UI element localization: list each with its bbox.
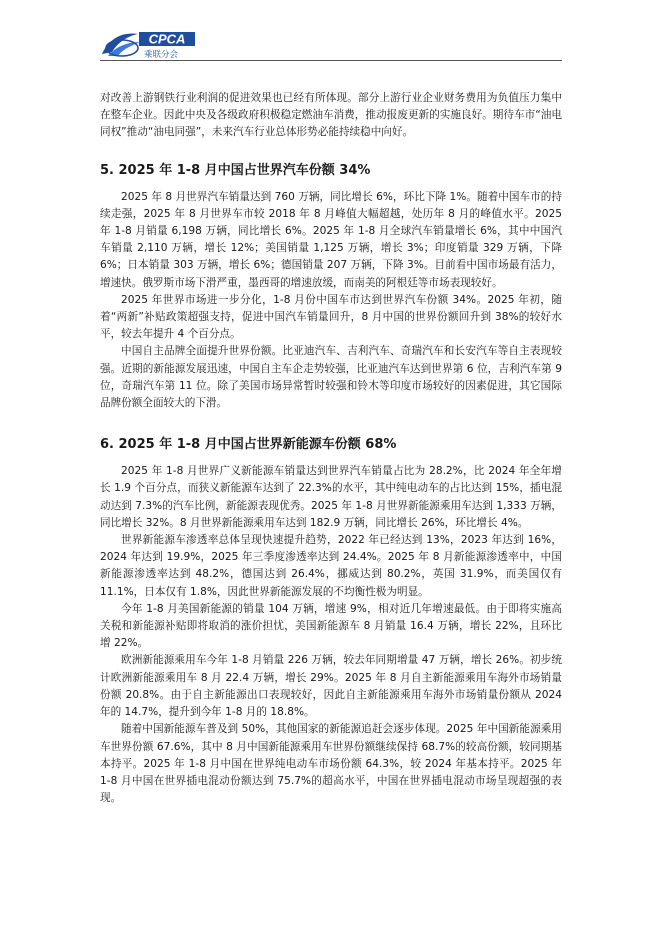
page-header [100,26,562,60]
header-divider [100,60,562,61]
section-6-paragraph-5: 随着中国新能源车普及到 50%，其他国家的新能源追赶会逐步体现。2025 年中国新能源乘用车世界份额 67.6%，其中 8 月中国新能源乘用车世界份额继续保持 68.7%的较高份额，较同期基本持平。2025 年 1-8 月中国在世界纯电动车市场份额 64.3%，较 2024 年基本持平。2025 年 1-8 月中国在世界插电混动份额达到 75.7%的超高水平，中国在世界插电混动市场呈现超强的表现。 [100,723,562,805]
section-5-heading: 5. 2025 年 1-8 月中国占世界汽车份额 34% [100,162,371,178]
section-6-paragraph-4: 欧洲新能源乘用车今年 1-8 月销量 226 万辆，较去年同期增量 47 万辆，增长 26%。初步统计欧洲新能源乘用车 8 月 22.4 万辆，增长 29%。2025 年 8 月自主新能源乘用车海外市场销量份额 20.8%。由于自主新能源出口表现较好，因此自主新能源乘用车海外市场销量份额从 2024 年的 14.7%，提升到今年 1-8 月的 18.8%。 [100,654,562,719]
intro-paragraph: 对改善上游钢铁行业利润的促进效果也已经有所体现。部分上游行业企业财务费用为负值压力集中在整车企业。因此中央及各级政府积极稳定燃油车消费，推动报废更新的实施良好。期待车市“油电同权”推动“油电同强”，未来汽车行业总体形势必能持续稳中向好。 [100,92,562,139]
section-6-paragraph-3: 今年 1-8 月美国新能源的销量 104 万辆，增速 9%，相对近几年增速最低。由于即将实施高关税和新能源补贴即将取消的涨价担忧，美国新能源车 8 月销量 16.4 万辆，增长 22%，且环比增 22%。 [100,602,562,650]
logo-text: CPCA [148,31,186,47]
section-5-paragraph-1: 2025 年 8 月世界汽车销量达到 760 万辆，同比增长 6%，环比下降 1%。随着中国车市的持续走强，2025 年 8 月世界车市较 2018 年 8 月峰值大幅超越，处历年 8 月的峰值水平。2025 年 1-8 月销量 6,198 万辆，同比增长 6%。2025 年 1-8 月全球汽车销量增长 6%，其中中国汽车销量 2,110 万辆，增长 12%；美国销量 1,125 万辆，增长 3%；印度销量 329 万辆，下降 6%；日本销量 303 万辆，增长 6%；德国销量 207 万辆，下降 3%。目前看中国市场最有活力，增速快。俄罗斯市场下滑严重，墨西哥的增速放缓，而南美的阿根廷等市场表现较好。 [100,190,562,289]
cpca-logo [100,26,200,60]
logo-subtext: 乘联分会 [144,50,179,60]
section-6-heading: 6. 2025 年 1-8 月中国占世界新能源车份额 68% [100,437,397,453]
document-body [100,90,562,807]
section-5-paragraph-2: 2025 年世界市场进一步分化，1-8 月份中国车市达到世界汽车份额 34%。2025 年初，随着“两新”补贴政策超强支持，促进中国汽车销量回升，8 月中国的世界份额回升到 38%的较好水平，较去年提升 4 个百分点。 [100,293,562,341]
section-5-paragraph-3: 中国自主品牌全面提升世界份额。比亚迪汽车、吉利汽车、奇瑞汽车和长安汽车等自主表现较强。近期的新能源发展迅速，中国自主车企走势较强，比亚迪汽车达到世界第 6 位，吉利汽车第 9 位，奇瑞汽车第 11 位。除了美国市场异常暂时较强和铃木等印度市场较好的因素促进，其它国际品牌份额全面较大的下滑。 [100,345,562,410]
section-6-paragraph-2: 世界新能源车渗透率总体呈现快速提升趋势，2022 年已经达到 13%，2023 年达到 16%，2024 年达到 19.9%，2025 年三季度渗透率达到 24.4%。2025 年 8 月新能源渗透率中，中国新能源渗透率达到 48.2%，德国达到 26.4%，挪威达到 80.2%，英国 31.9%，而美国仅有 11.1%，日本仅有 1.8%，因此世界新能源发展的不均衡性极为明显。 [100,534,562,598]
section-6-paragraph-1: 2025 年 1-8 月世界广义新能源车销量达到世界汽车销量占比为 28.2%，比 2024 年全年增长 1.9 个百分点，而狭义新能源车达到了 22.3%的水平，其中纯电动车的占比达到 15%，插电混动达到 7.3%的汽车比例，新能源表现优秀。2025 年 1-8 月世界新能源乘用车达到 1,333 万辆，同比增长 32%。8 月世界新能源乘用车达到 182.9 万辆，同比增长 26%，环比增长 4%。 [100,465,562,529]
